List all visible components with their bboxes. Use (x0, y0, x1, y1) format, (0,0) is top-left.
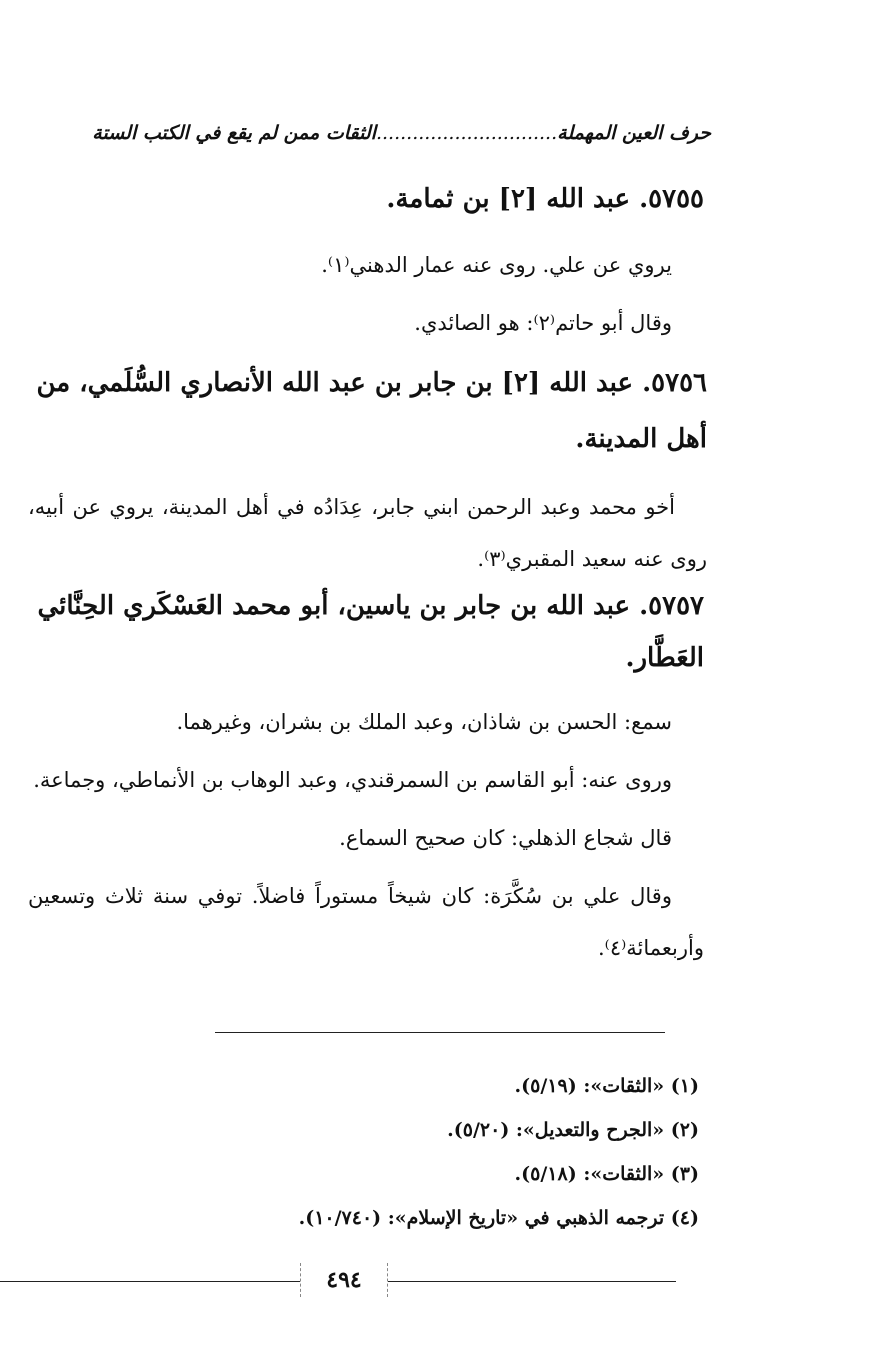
header-book-title: الثقات ممن لم يقع في الكتب الستة (92, 122, 376, 144)
header-section: حرف العين المهملة (557, 122, 711, 144)
entry-block-2 (28, 355, 707, 585)
page-number: ٤٩٤ (300, 1263, 388, 1297)
footnote: (٤) ترجمه الذهبي في «تاريخ الإسلام»: (١٠/٧٤٠). (298, 1207, 699, 1229)
entry-title: ٥٧٥٧. عبد الله بن جابر بن ياسين، أبو محمد العَسْكَري الحِنَّائي العَطَّار. (37, 591, 704, 673)
footnote: (٢) «الجرح والتعديل»: (٥/٢٠). (447, 1119, 699, 1141)
footnote: (٣) «الثقات»: (٥/١٨). (514, 1163, 699, 1185)
entry-paragraph: وروى عنه: أبو القاسم بن السمرقندي، وعبد الوهاب بن الأنماطي، وجماعة. (33, 768, 672, 792)
entry-block-1 (28, 173, 704, 349)
entry-title: ٥٧٥٦. عبد الله [٢] بن جابر بن عبد الله الأنصاري السُّلَمي، من أهل المدينة. (36, 368, 707, 454)
footnote: (١) «الثقات»: (٥/١٩). (514, 1075, 699, 1097)
entry-paragraph: يروي عن علي. روى عنه عمار الدهني⁽١⁾. (321, 253, 672, 277)
running-header (40, 118, 711, 148)
entry-paragraph: وقال علي بن سُكَّرَة: كان شيخاً مستوراً فاضلاً. توفي سنة ثلاث وتسعين وأربعمائة⁽٤⁾. (28, 884, 704, 960)
footnotes (100, 1064, 699, 1240)
entry-paragraph: سمع: الحسن بن شاذان، وعبد الملك بن بشران، وغيرهما. (176, 710, 672, 734)
footnote-separator (215, 1032, 665, 1033)
entry-block-3 (28, 580, 704, 974)
header-dots: .............................. (375, 122, 558, 144)
entry-title: ٥٧٥٥. عبد الله [٢] بن ثمامة. (386, 184, 704, 214)
entry-paragraph: أخو محمد وعبد الرحمن ابني جابر، عِدَادُه في أهل المدينة، يروي عن أبيه، روى عنه سعيد المقبري⁽٣⁾. (28, 495, 707, 571)
entry-paragraph: قال شجاع الذهلي: كان صحيح السماع. (339, 826, 672, 850)
entry-paragraph: وقال أبو حاتم⁽٢⁾: هو الصائدي. (414, 311, 672, 335)
